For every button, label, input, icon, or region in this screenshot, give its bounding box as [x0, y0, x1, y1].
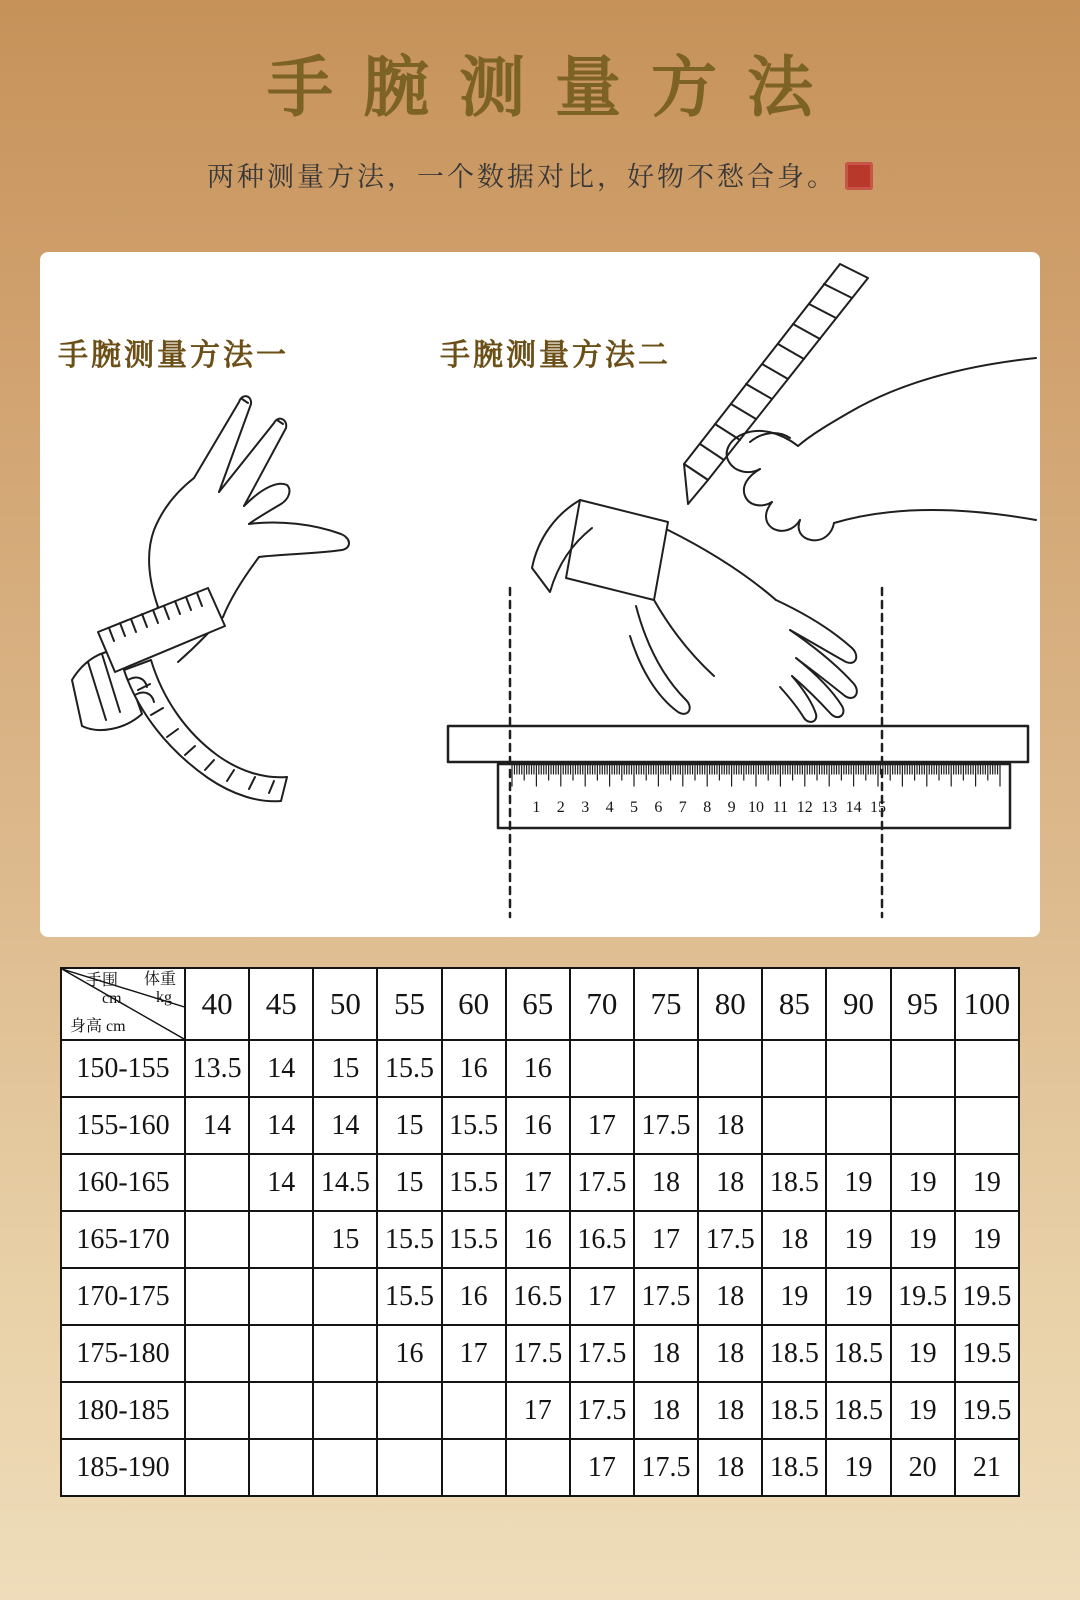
ruler-number: 9 [727, 799, 736, 816]
size-value-cell [185, 1154, 249, 1211]
weight-column-header: 70 [570, 968, 634, 1040]
size-value-cell: 14.5 [313, 1154, 377, 1211]
corner-wrist-unit: cm [102, 989, 122, 1007]
size-value-cell: 19.5 [955, 1382, 1019, 1439]
size-value-cell [762, 1040, 826, 1097]
seal-stamp-icon [845, 162, 873, 190]
size-value-cell: 21 [955, 1439, 1019, 1496]
method-1-label: 手腕测量方法一 [58, 339, 289, 372]
ruler-numbers [532, 799, 886, 816]
corner-height-label [70, 1018, 126, 1036]
ruler-number: 13 [821, 799, 838, 816]
subtitle-text: 两种测量方法，一个数据对比，好物不愁合身。 [207, 162, 837, 192]
size-value-cell [698, 1040, 762, 1097]
ruler-number: 11 [772, 799, 789, 816]
weight-column-header: 95 [891, 968, 955, 1040]
height-range-cell: 155-160 [61, 1097, 185, 1154]
size-value-cell [249, 1211, 313, 1268]
ruler-number: 12 [796, 799, 813, 816]
size-value-cell: 18.5 [762, 1154, 826, 1211]
ruler-number: 3 [581, 799, 590, 816]
size-value-cell: 17.5 [634, 1439, 698, 1496]
table-row [61, 1211, 1019, 1268]
ruler-number: 1 [532, 799, 541, 816]
size-value-cell: 18 [634, 1325, 698, 1382]
size-value-cell [955, 1097, 1019, 1154]
height-range-cell: 180-185 [61, 1382, 185, 1439]
size-value-cell [185, 1439, 249, 1496]
size-value-cell: 15 [377, 1097, 441, 1154]
weight-column-header: 40 [185, 968, 249, 1040]
height-range-cell: 185-190 [61, 1439, 185, 1496]
size-value-cell [249, 1325, 313, 1382]
size-value-cell [442, 1382, 506, 1439]
ruler-ticks [512, 765, 1000, 786]
size-value-cell: 18 [698, 1097, 762, 1154]
size-value-cell: 19 [891, 1211, 955, 1268]
size-value-cell [891, 1097, 955, 1154]
size-value-cell: 18.5 [826, 1382, 890, 1439]
weight-column-header: 80 [698, 968, 762, 1040]
weight-column-header: 60 [442, 968, 506, 1040]
ruler-number: 5 [630, 799, 638, 816]
size-value-cell: 17 [442, 1325, 506, 1382]
ruler-number: 14 [845, 799, 862, 816]
weight-column-header: 90 [826, 968, 890, 1040]
corner-height-text: 身高 [70, 1018, 103, 1036]
size-value-cell [249, 1439, 313, 1496]
size-value-cell: 15.5 [377, 1268, 441, 1325]
ruler-number: 8 [703, 799, 712, 816]
height-range-cell: 150-155 [61, 1040, 185, 1097]
size-value-cell: 18.5 [762, 1439, 826, 1496]
size-value-cell: 14 [249, 1097, 313, 1154]
size-value-cell [506, 1439, 570, 1496]
size-value-cell [442, 1439, 506, 1496]
size-value-cell: 16 [506, 1040, 570, 1097]
size-value-cell: 18 [698, 1325, 762, 1382]
weight-column-header: 45 [249, 968, 313, 1040]
size-value-cell [249, 1382, 313, 1439]
size-value-cell: 14 [249, 1154, 313, 1211]
table-row [61, 1325, 1019, 1382]
weight-column-header: 85 [762, 968, 826, 1040]
size-value-cell: 16.5 [506, 1268, 570, 1325]
size-value-cell [826, 1097, 890, 1154]
height-range-cell: 170-175 [61, 1268, 185, 1325]
weight-column-header: 50 [313, 968, 377, 1040]
size-value-cell: 18 [698, 1154, 762, 1211]
illustration-card [40, 252, 1040, 937]
table-row [61, 1154, 1019, 1211]
corner-wrist-text: 手围 [86, 972, 119, 989]
size-value-cell: 15 [377, 1154, 441, 1211]
size-value-cell: 16 [506, 1097, 570, 1154]
size-value-cell: 19 [955, 1154, 1019, 1211]
size-value-cell: 15.5 [377, 1211, 441, 1268]
ruler-mark-hand-illustration [440, 262, 1044, 926]
weight-column-header: 75 [634, 968, 698, 1040]
size-value-cell: 17 [506, 1154, 570, 1211]
size-value-cell: 19 [826, 1154, 890, 1211]
size-value-cell [185, 1268, 249, 1325]
size-value-cell [377, 1439, 441, 1496]
corner-weight-text: 体重 [143, 971, 176, 988]
size-value-cell: 18.5 [762, 1382, 826, 1439]
size-value-cell: 19 [891, 1382, 955, 1439]
size-value-cell [955, 1040, 1019, 1097]
size-value-cell [634, 1040, 698, 1097]
height-range-cell: 160-165 [61, 1154, 185, 1211]
size-value-cell [185, 1325, 249, 1382]
size-value-cell: 16 [506, 1211, 570, 1268]
size-value-cell [570, 1040, 634, 1097]
size-value-cell: 17.5 [634, 1097, 698, 1154]
table-row [61, 1439, 1019, 1496]
size-value-cell: 17.5 [570, 1325, 634, 1382]
table-row [61, 1097, 1019, 1154]
table-row [61, 1268, 1019, 1325]
size-table [60, 967, 1020, 1497]
size-value-cell: 13.5 [185, 1040, 249, 1097]
method-2-label: 手腕测量方法二 [440, 339, 671, 372]
size-value-cell [185, 1211, 249, 1268]
size-value-cell: 17.5 [506, 1325, 570, 1382]
height-range-cell: 175-180 [61, 1325, 185, 1382]
corner-header-cell [61, 968, 185, 1040]
size-value-cell [185, 1382, 249, 1439]
size-value-cell: 17.5 [634, 1268, 698, 1325]
size-value-cell [313, 1439, 377, 1496]
size-value-cell: 18 [698, 1382, 762, 1439]
size-value-cell: 18 [698, 1268, 762, 1325]
size-value-cell: 15.5 [442, 1211, 506, 1268]
size-value-cell: 16 [442, 1268, 506, 1325]
ruler-number: 6 [654, 799, 663, 816]
size-value-cell [249, 1268, 313, 1325]
size-value-cell: 17 [506, 1382, 570, 1439]
size-value-cell: 19 [891, 1325, 955, 1382]
tape-measure-hand-illustration [58, 382, 403, 822]
size-value-cell: 18.5 [762, 1325, 826, 1382]
table-row [61, 1382, 1019, 1439]
corner-weight-label [144, 971, 176, 1006]
size-value-cell: 14 [313, 1097, 377, 1154]
size-value-cell: 15.5 [442, 1097, 506, 1154]
weight-column-header: 65 [506, 968, 570, 1040]
height-range-cell: 165-170 [61, 1211, 185, 1268]
size-value-cell: 18 [762, 1211, 826, 1268]
size-value-cell [313, 1268, 377, 1325]
size-value-cell: 15 [313, 1040, 377, 1097]
size-value-cell [313, 1382, 377, 1439]
size-value-cell [891, 1040, 955, 1097]
ruler-number: 4 [605, 799, 614, 816]
size-value-cell: 17 [570, 1268, 634, 1325]
ruler-number: 10 [748, 799, 764, 816]
size-value-cell: 20 [891, 1439, 955, 1496]
size-value-cell [826, 1040, 890, 1097]
table-row [61, 1040, 1019, 1097]
corner-wrist-label [86, 972, 122, 1007]
size-value-cell: 19 [891, 1154, 955, 1211]
size-value-cell: 19 [826, 1268, 890, 1325]
page-title: 手腕测量方法 [267, 52, 843, 125]
ruler-number: 7 [678, 799, 687, 816]
size-value-cell: 15.5 [442, 1154, 506, 1211]
size-value-cell: 17.5 [570, 1382, 634, 1439]
size-value-cell: 16 [442, 1040, 506, 1097]
corner-weight-unit: kg [155, 988, 172, 1006]
ruler-number: 15 [870, 799, 886, 816]
size-value-cell: 19.5 [891, 1268, 955, 1325]
size-value-cell: 18 [634, 1382, 698, 1439]
size-value-cell: 19.5 [955, 1268, 1019, 1325]
size-value-cell: 19 [762, 1268, 826, 1325]
size-value-cell [313, 1325, 377, 1382]
size-value-cell [762, 1097, 826, 1154]
size-value-cell: 19 [955, 1211, 1019, 1268]
size-value-cell: 17 [570, 1097, 634, 1154]
size-value-cell: 16 [377, 1325, 441, 1382]
size-table-body [61, 1040, 1019, 1496]
size-value-cell: 16.5 [570, 1211, 634, 1268]
size-value-cell: 14 [185, 1097, 249, 1154]
size-value-cell: 15 [313, 1211, 377, 1268]
subtitle-row [0, 155, 1080, 194]
size-value-cell [377, 1382, 441, 1439]
size-value-cell: 18 [698, 1439, 762, 1496]
size-value-cell: 18 [634, 1154, 698, 1211]
table-header-row [61, 968, 1019, 1040]
size-value-cell: 17.5 [570, 1154, 634, 1211]
ruler-number: 2 [556, 799, 565, 816]
size-value-cell: 19 [826, 1211, 890, 1268]
corner-height-unit: cm [106, 1018, 126, 1036]
size-value-cell: 18.5 [826, 1325, 890, 1382]
weight-column-header: 100 [955, 968, 1019, 1040]
measure-bar [448, 726, 1028, 762]
size-value-cell: 14 [249, 1040, 313, 1097]
size-value-cell: 17 [634, 1211, 698, 1268]
size-value-cell: 17.5 [698, 1211, 762, 1268]
size-value-cell: 15.5 [377, 1040, 441, 1097]
size-value-cell: 17 [570, 1439, 634, 1496]
weight-column-header: 55 [377, 968, 441, 1040]
size-value-cell: 19 [826, 1439, 890, 1496]
size-value-cell: 19.5 [955, 1325, 1019, 1382]
